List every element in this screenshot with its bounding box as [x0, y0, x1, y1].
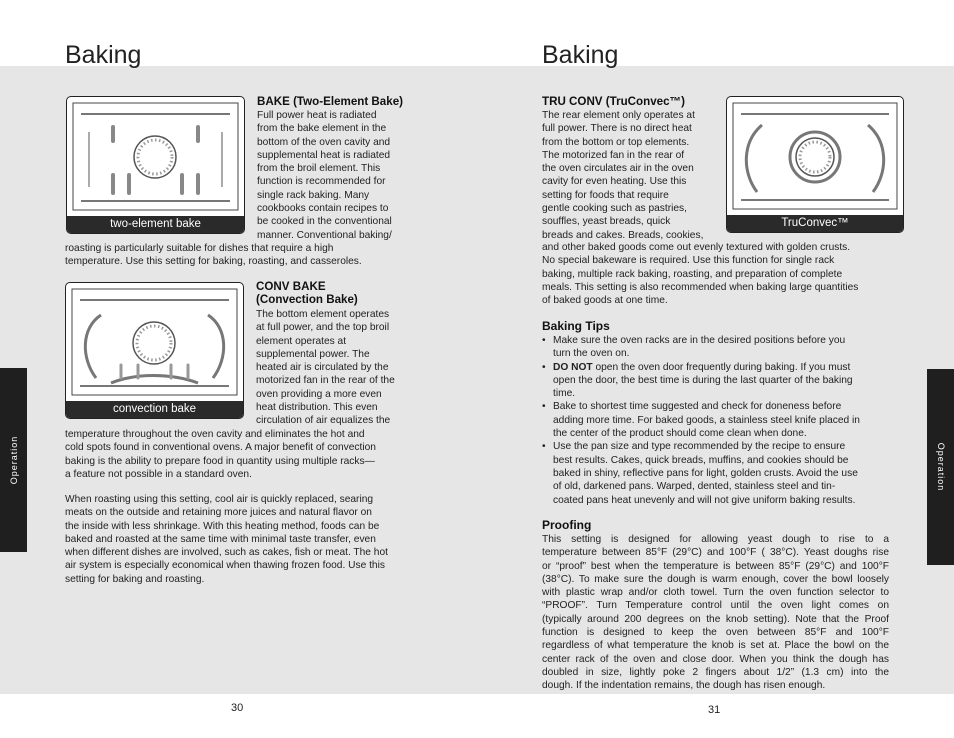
proofing-line: regardless of what temperature the knob is set at. Place the bowl on the	[542, 640, 889, 652]
right-page-number: 31	[708, 704, 721, 716]
baking-tips-heading-block	[542, 319, 892, 333]
oven-convection-illustration	[66, 283, 243, 401]
conv-side-line: at full power, and the top broil	[256, 322, 390, 334]
left-section-tab-label: Operation	[8, 435, 19, 485]
tip-line: open the door, the best time is during the last quarter of the baking	[553, 374, 853, 386]
tip-line: the center of the product should come clean when done.	[553, 428, 807, 440]
tru-side-line: breads and cakes. Breads, cookies,	[542, 229, 704, 241]
baking-tip-item	[542, 361, 894, 401]
tip-line-with-bold	[553, 361, 894, 374]
two-element-bake-caption: two-element bake	[67, 216, 244, 233]
tip-line: • Bake to shortest time suggested and check for doneness before	[553, 401, 842, 413]
baking-tips-list	[542, 334, 894, 507]
proofing-line: with plastic wrap and/or cloth towel. Turn the oven function selector to	[542, 587, 889, 599]
bake-side-line: cookbooks contain recipes to	[257, 203, 389, 215]
convection-bake-caption: convection bake	[66, 401, 243, 418]
tip-line: coated pans heat unevenly and will not give uniform baking results.	[553, 494, 856, 506]
conv-full-line: cold spots found in conventional ovens. A major benefit of convection	[65, 442, 376, 454]
tru-full-line: No special bakeware is required. Use this function for single rack	[542, 255, 835, 267]
conv-para2-line: air system is especially economical when thawing frozen food. Use this	[65, 560, 385, 572]
conv-para2-line: setting for baking and roasting.	[65, 573, 205, 585]
tip-line: turn the oven on.	[553, 348, 630, 360]
conv-side-line: The bottom element operates	[256, 309, 390, 320]
baking-tips-list-block	[542, 334, 894, 507]
conv-side-line: circulation of air equalizes the	[256, 415, 391, 427]
tru-side-line: the oven circulates air in the oven	[542, 163, 694, 175]
tru-side-line: souffles, yeast breads, quick	[542, 216, 671, 228]
proofing-line: center rack of the oven and close door. When you think the dough has	[542, 653, 889, 665]
tip-line: time.	[553, 388, 576, 400]
bake-side-line: single rack baking. Many	[257, 189, 370, 201]
conv-full-line: temperature throughout the oven cavity and eliminates the hot and	[65, 429, 365, 440]
tru-full-line: meals. This setting is also recommended when baking large quantities	[542, 281, 859, 293]
tru-side-line: setting for foods that require	[542, 189, 669, 201]
proofing-line: (typically around 200 degrees on the knob setting). Note that the Proof	[542, 613, 889, 625]
tru-side-line: cavity for even heating. Use this	[542, 176, 687, 188]
tru-side-line: The motorized fan in the rear of	[542, 149, 685, 161]
conv-para2-line: when different dishes are involved, such as cakes, fish or meat. The hot	[65, 547, 388, 559]
proofing-text	[542, 533, 889, 693]
tru-heading: TRU CONV (TruConvec™)	[542, 95, 685, 108]
bake-full-line: roasting is particularly suitable for dishes that require a high	[65, 243, 334, 254]
left-page-number: 30	[231, 702, 244, 714]
tru-side-line: gentle cooking such as pastries,	[542, 203, 687, 215]
tru-side-line: from the bottom or top elements.	[542, 136, 690, 148]
conv-para2-line: the inside with less shrinkage. With this heating method, foods can be	[65, 520, 380, 532]
bake-side-line: manner. Conventional baking/	[257, 229, 392, 241]
bake-heading: BAKE (Two-Element Bake)	[257, 95, 404, 108]
truconvec-caption: TruConvec™	[727, 215, 903, 232]
proofing-line: function is designed to keep the oven between 85°F and 100°F	[542, 627, 889, 639]
conv-full-line: a feature not possible in a standard oven.	[65, 468, 252, 480]
right-section-tab	[927, 369, 954, 565]
proofing-line: dough. If the indentation remains, the dough has risen enough.	[542, 680, 826, 692]
conv-side-text	[256, 308, 431, 428]
tru-full-text	[542, 241, 902, 307]
tip-line: open the oven door frequently during baking. If you must	[592, 361, 851, 373]
tip-bold-text: DO NOT	[553, 361, 593, 373]
proofing-heading-block	[542, 518, 892, 532]
conv-side-line: heat distribution. This even	[256, 402, 378, 414]
conv-side-line: element operates at	[256, 335, 347, 347]
tip-line: • Use the pan size and type recommended by the recipe to ensure	[553, 441, 846, 453]
bake-side-line: from the broil element. This	[257, 163, 381, 175]
tru-section-heading-block	[542, 95, 722, 108]
tip-line: best results. Cakes, quick breads, muffins, and cookies should be	[553, 454, 849, 466]
conv-heading-line1: CONV BAKE	[256, 280, 326, 293]
conv-para2-line: baked and roasted at the same time with minimal taste transfer, even	[65, 533, 376, 545]
tru-side-line: full power. There is no direct heat	[542, 123, 692, 135]
conv-side-line: motorized fan in the rear of the	[256, 375, 395, 387]
bake-side-line: function is recommended for	[257, 176, 386, 188]
truconvec-figure	[726, 96, 904, 233]
conv-paragraph-2	[65, 493, 420, 586]
convection-bake-figure	[65, 282, 244, 419]
proofing-heading: Proofing	[542, 518, 592, 532]
bake-full-line: temperature. Use this setting for baking, roasting, and casseroles.	[65, 256, 362, 268]
baking-tip-item	[542, 400, 894, 440]
baking-tip-item	[542, 440, 894, 506]
two-element-bake-figure	[66, 96, 245, 234]
tru-full-line: and other baked goods come out evenly textured with golden crusts.	[542, 242, 851, 253]
left-page-title: Baking	[65, 41, 142, 69]
baking-tips-heading: Baking Tips	[542, 319, 610, 333]
proofing-line: (38°C). To make sure the dough is warm enough, cover the bowl loosely	[542, 573, 889, 585]
right-page-title: Baking	[542, 41, 619, 69]
bake-side-line: be cooked in the conventional	[257, 216, 392, 228]
tru-side-line: The rear element only operates at	[542, 110, 695, 121]
bake-side-line: supplemental heat is radiated	[257, 149, 391, 161]
left-section-tab	[0, 368, 27, 552]
conv-para2-line: When roasting using this setting, cool air is quickly replaced, searing	[65, 494, 374, 505]
tip-line: baked in shiny, reflective pans for light, golden crusts. Avoid the use	[553, 467, 858, 479]
baking-tip-item	[542, 334, 894, 361]
tru-full-line: of baked goods at one time.	[542, 295, 668, 307]
proofing-line: or “proof” best when the temperature is between 85°F (29°C) and 100°F	[542, 560, 889, 572]
conv-full-line: baking is the ability to prepare food in quantity using multiple racks—	[65, 455, 375, 467]
tip-line: of old, darkened pans. Warped, dented, stainless steel and tin-	[553, 481, 836, 493]
proofing-line: “PROOF”. Turn Temperature control until the oven light comes on	[542, 600, 889, 612]
conv-side-line: heated air is circulated by the	[256, 362, 389, 374]
bake-side-line: bottom of the oven cavity and	[257, 136, 391, 148]
conv-full-text	[65, 428, 420, 481]
tru-side-text	[542, 109, 724, 242]
conv-heading-line2: (Convection Bake)	[256, 293, 358, 306]
conv-section-heading-block	[256, 280, 431, 306]
proofing-line: doubled in size, lightly poke 2 fingers about 1/2” (1.3 cm) into the	[542, 666, 889, 678]
oven-truconvec-illustration	[727, 97, 903, 215]
conv-para2-line: meats on the outside and retaining more juices and natural flavor on	[65, 507, 372, 519]
bake-side-text	[257, 109, 432, 242]
conv-side-line: oven providing a more even	[256, 388, 382, 400]
conv-side-line: supplemental power. The	[256, 348, 370, 360]
bake-side-line: Full power heat is radiated	[257, 110, 377, 121]
proofing-line: temperature between 85°F (29°C) and 100°F ( 38°C). Yeast doughs rise	[542, 547, 889, 559]
tru-full-line: baking, multiple rack baking, roasting, and preparation of complete	[542, 268, 843, 280]
tip-line: adding more time. For baked goods, a stainless steel knife placed in	[553, 414, 860, 426]
bake-full-text	[65, 242, 415, 269]
proofing-line: This setting is designed for allowing yeast dough to rise to a	[542, 534, 889, 545]
bake-section-heading-block	[257, 95, 432, 108]
tip-line: • Make sure the oven racks are in the desired positions before you	[553, 335, 846, 346]
right-section-tab-label: Operation	[935, 442, 946, 492]
bake-side-line: from the bake element in the	[257, 123, 387, 135]
oven-two-element-illustration	[67, 97, 244, 216]
